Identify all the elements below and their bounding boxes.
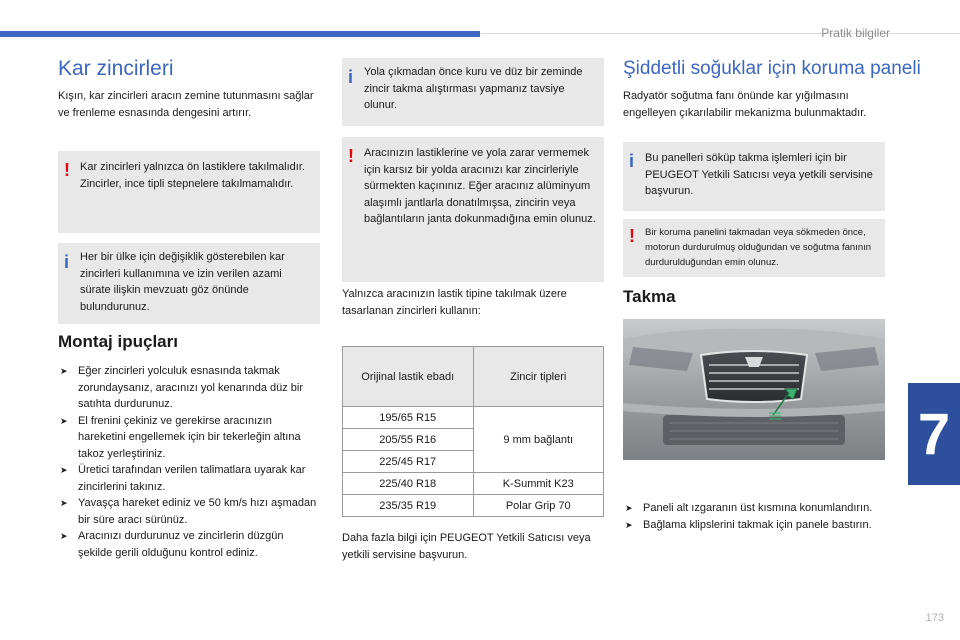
table-row — [343, 495, 604, 517]
table-intro: Yalnızca aracınızın lastik tipine takılmak üzere tasarlanan zincirleri kullanın: — [342, 288, 567, 317]
section-title: Şiddetli soğuklar için koruma paneli — [623, 58, 921, 79]
list-item: ➤ Paneli alt ızgaranın üst kısmına konumlandırın. — [625, 502, 873, 514]
header-accent-bar — [0, 31, 480, 37]
table-header: Zincir tipleri — [473, 347, 604, 407]
section-name: Pratik bilgiler — [821, 26, 890, 40]
warning-note — [58, 151, 320, 233]
table-cell: Polar Grip 70 — [473, 495, 604, 517]
table-row — [343, 473, 604, 495]
info-icon: i — [64, 252, 70, 272]
list-item: ➤ Eğer zincirleri yolculuk esnasında takmak zorundaysanız, aracınızı yol kenarında düz bir satıhta durdurunuz. — [60, 365, 304, 410]
right-intro: Radyatör soğutma fanı önünde kar yığılmasını engelleyen çıkarılabilir mekanizma bulunmaktadır. — [623, 90, 867, 119]
list-item: ➤ Yavaşça hareket ediniz ve 50 km/s hızı aşmadan bir süre aracı sürünüz. — [60, 497, 317, 526]
warning-text: Kar zincirleri yalnızca ön lastiklere takılmalıdır. Zincirler, ince tipli stepnelere takılmamalıdır. — [80, 161, 305, 190]
list-item: ➤ Aracınızı durdurunuz ve zincirlerin düzgün şekilde gerili olduğunu kontrol ediniz. — [60, 530, 284, 559]
table-header: Orijinal lastik ebadı — [343, 347, 474, 407]
info-note — [623, 142, 885, 211]
warning-icon: ! — [629, 226, 635, 246]
table-cell: 225/45 R17 — [343, 451, 474, 473]
info-icon: i — [629, 151, 635, 171]
tire-chain-table — [342, 346, 604, 517]
warning-text: Aracınızın lastiklerine ve yola zarar vermemek için karsız bir yolda aracınızı kar zincirleriyle sürmekten kaçınınız. Eğer aracınız alüminyum alaşımlı jantlarla donatılmışsa, zincirin veya bağlantıların janta dokunmadığına emin olunuz. — [364, 147, 596, 225]
warning-note — [342, 137, 604, 282]
warning-note — [623, 219, 885, 277]
list-item: ➤ Bağlama klipslerini takmak için panele bastırın. — [625, 518, 872, 531]
car-front-illustration — [623, 319, 885, 460]
table-cell: K-Summit K23 — [473, 473, 604, 495]
table-cell: 9 mm bağlantı — [473, 407, 604, 473]
warning-text: Bir koruma panelini takmadan veya sökmeden önce, motorun durdurulmuş olduğundan ve soğutma fanının durdurulduğundan emin olunuz. — [645, 227, 872, 268]
install-heading: Takma — [623, 287, 676, 306]
warning-icon: ! — [64, 160, 70, 180]
warning-icon: ! — [348, 146, 354, 166]
table-cell: 195/65 R15 — [343, 407, 474, 429]
list-item: ➤ El frenini çekiniz ve gerekirse aracınızın hareketini engellemek için bir tekerleğin altına takoz yerleştiriniz. — [60, 414, 301, 460]
table-cell: 235/35 R19 — [343, 495, 474, 517]
page-title: Kar zincirleri — [58, 57, 174, 80]
table-row — [343, 407, 604, 429]
table-cell: 225/40 R18 — [343, 473, 474, 495]
info-text: Her bir ülke için değişiklik gösterebilen kar zincirleri kullanımına ve izin verilen azami sürate ilişkin mevzuatı göz önünde bulundurunuz. — [80, 251, 285, 313]
info-note — [342, 58, 604, 126]
install-steps — [623, 500, 885, 533]
list-item: ➤ Üretici tarafından verilen talimatlara uyarak kar zincirlerini takınız. — [60, 464, 306, 493]
car-grille-photo — [623, 319, 885, 460]
tips-heading: Montaj ipuçları — [58, 332, 178, 351]
info-text: Yola çıkmadan önce kuru ve düz bir zeminde zincir takma alıştırması yapmanız tavsiye olunur. — [364, 66, 583, 111]
tips-list — [58, 363, 320, 561]
info-note — [58, 243, 320, 324]
table-cell: 205/55 R16 — [343, 429, 474, 451]
footer-note: Daha fazla bilgi için PEUGEOT Yetkili Satıcısı veya yetkili servisine başvurun. — [342, 532, 591, 561]
info-text: Bu panelleri söküp takma işlemleri için bir PEUGEOT Yetkili Satıcısı veya yetkili servisine başvurun. — [645, 152, 873, 197]
intro-paragraph: Kışın, kar zincirleri aracın zemine tutunmasını sağlar ve frenleme esnasında dengesini artırır. — [58, 90, 314, 119]
chapter-tab: 7 — [908, 383, 960, 485]
info-icon: i — [348, 67, 354, 87]
page-number: 173 — [925, 612, 944, 624]
